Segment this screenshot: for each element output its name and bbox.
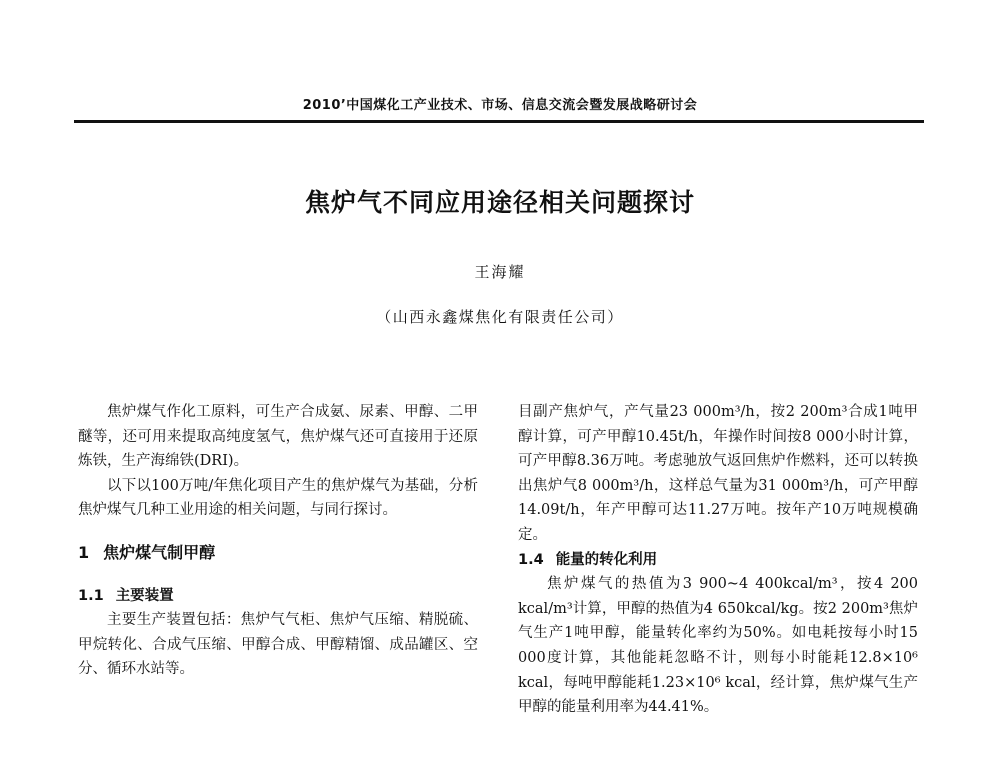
subsection-1-1-number: 1.1 [78,587,104,604]
subsection-1-4-title: 能量的转化利用 [555,551,658,568]
author-affiliation: （山西永鑫煤焦化有限责任公司） [376,308,624,326]
subsection-1-1-heading [78,584,478,609]
header-rule [74,120,924,123]
conference-header: 2010’中国煤化工产业技术、市场、信息交流会暨发展战略研讨会 [302,98,698,113]
left-column [78,400,478,682]
author-name: 王海耀 [474,263,526,281]
subsection-1-4-number: 1.4 [518,551,544,568]
intro-paragraph-2: 以下以100万吨/年焦化项目产生的焦炉煤气为基础，分析焦炉煤气几种工业用途的相关问题，与同行探讨。 [78,477,478,519]
intro-paragraph-1: 焦炉煤气作化工原料，可生产合成氨、尿素、甲醇、二甲醚等，还可用来提取高纯度氢气，焦炉煤气还可直接用于还原炼铁，生产海绵铁(DRI)。 [78,404,478,470]
subsection-1-4-paragraph: 焦炉煤气的热值为3 900~4 400kcal/m³，按4 200 kcal/m³计算，甲醇的热值为4 650kcal/kg。按2 200m³焦炉气生产1吨甲醇，能量转化率约为50%。如电耗按每小时15 000度计算，其他能耗忽略不计，则每小时能耗12.8×10⁶ kcal，每吨甲醇能耗1.23×10⁶ kcal，经计算，焦炉煤气生产甲醇的能量利用率为44.41%。 [518,576,918,716]
right-column [518,400,918,720]
subsection-1-4-heading [518,548,918,573]
subsection-1-1-title: 主要装置 [115,587,174,604]
section-1-heading [78,541,478,566]
section-1-title: 焦炉煤气制甲醇 [103,542,216,562]
subsection-1-1-paragraph: 主要生产装置包括：焦炉气气柜、焦炉气压缩、精脱硫、甲烷转化、合成气压缩、甲醇合成、甲醇精馏、成品罐区、空分、循环水站等。 [78,612,478,678]
continued-paragraph: 目副产焦炉气，产气量23 000m³/h，按2 200m³合成1吨甲醇计算，可产甲醇10.45t/h，年操作时间按8 000小时计算，可产甲醇8.36万吨。考虑驰放气返回焦炉作燃料，还可以转换出焦炉气8 000m³/h，这样总气量为31 000m³/h，可产甲醇14.09t/h，年产甲醇可达11.27万吨。按年产10万吨规模确定。 [518,404,918,543]
section-1-number: 1 [78,542,90,562]
paper-title: 焦炉气不同应用途径相关问题探讨 [304,188,695,217]
